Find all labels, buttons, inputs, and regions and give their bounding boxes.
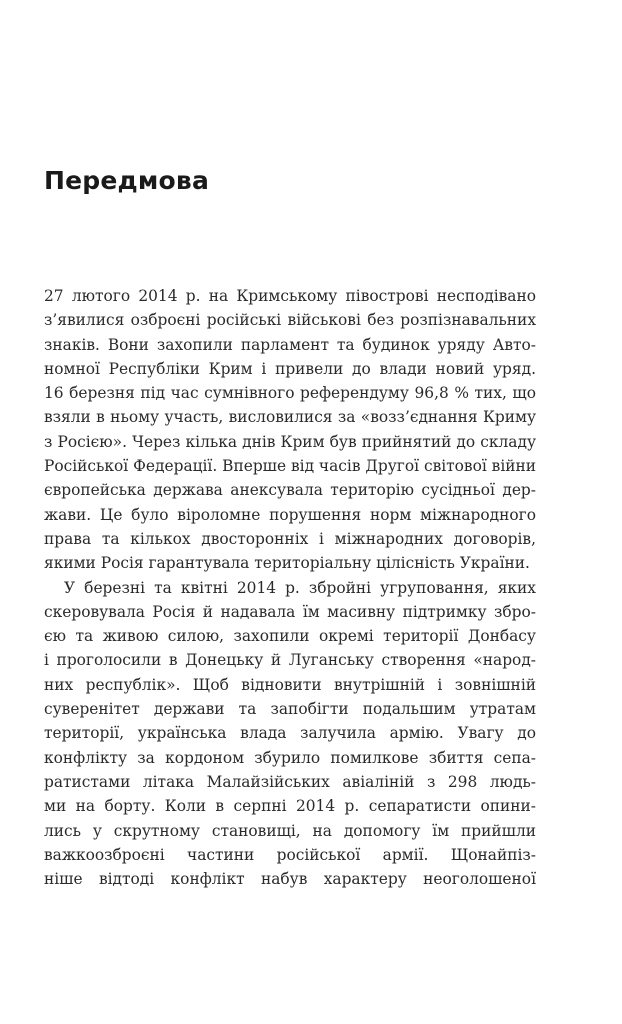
text-line: суверенітет держави та запобігти подальшим утратам (44, 700, 536, 719)
text-line: території, українська влада залучила армію. Увагу до (44, 724, 536, 743)
text-line: ніше відтоді конфлікт набув характеру неоголошеної (44, 870, 536, 889)
text-line: лись у скрутному становищі, на допомогу їм прийшли (44, 821, 536, 840)
text-line: європейська держава анексувала територію сусідньої дер- (44, 481, 536, 500)
text-line: номної Республіки Крим і привели до влади новий уряд. (44, 359, 536, 378)
text-line: них республік». Щоб відновити внутрішній і зовнішній (44, 675, 536, 694)
text-line: взяли в ньому участь, висловилися за «возз’єднання Криму (44, 408, 536, 427)
text-line: знаків. Вони захопили парламент та будинок уряду Авто- (44, 335, 536, 354)
text-line: з’явилися озброєні російські військові без розпізнавальних (44, 311, 536, 330)
text-line: конфлікту за кордоном збурило помилкове збиття сепа- (44, 748, 536, 767)
text-line: скеровувала Росія й надавала їм масивну підтримку збро- (44, 602, 536, 621)
chapter-heading: Передмова (44, 166, 210, 195)
text-line: ратистами літака Малайзійських авіаліній з 298 людь- (44, 772, 536, 791)
paragraph-1 (44, 284, 536, 576)
body-text (44, 284, 536, 891)
text-line: У березні та квітні 2014 р. збройні угруповання, яких (64, 578, 536, 597)
text-line: 27 лютого 2014 р. на Кримському півострові несподівано (44, 287, 536, 305)
text-line: права та кількох двосторонніх і міжнародних договорів, (44, 529, 536, 548)
text-line: і проголосили в Донецьку й Луганську створення «народ- (44, 651, 536, 670)
text-line: Російської Федерації. Вперше від часів Другої світової війни (44, 457, 537, 476)
paragraph-2 (44, 576, 536, 892)
text-line: важкоозброєні частини російської армії. Щонайпіз- (44, 845, 536, 864)
text-line: жави. Це було віроломне порушення норм міжнародного (44, 505, 536, 524)
text-line: якими Росія гарантувала територіальну цілісність України. (44, 554, 530, 573)
text-line: з Росією». Через кілька днів Крим був прийнятий до складу (44, 432, 536, 451)
text-line: єю та живою силою, захопили окремі території Донбасу (44, 627, 536, 646)
text-line: ми на борту. Коли в серпні 2014 р. сепаратисти опини- (44, 797, 536, 816)
text-line: 16 березня під час сумнівного референдуму 96,8 % тих, що (44, 384, 536, 403)
